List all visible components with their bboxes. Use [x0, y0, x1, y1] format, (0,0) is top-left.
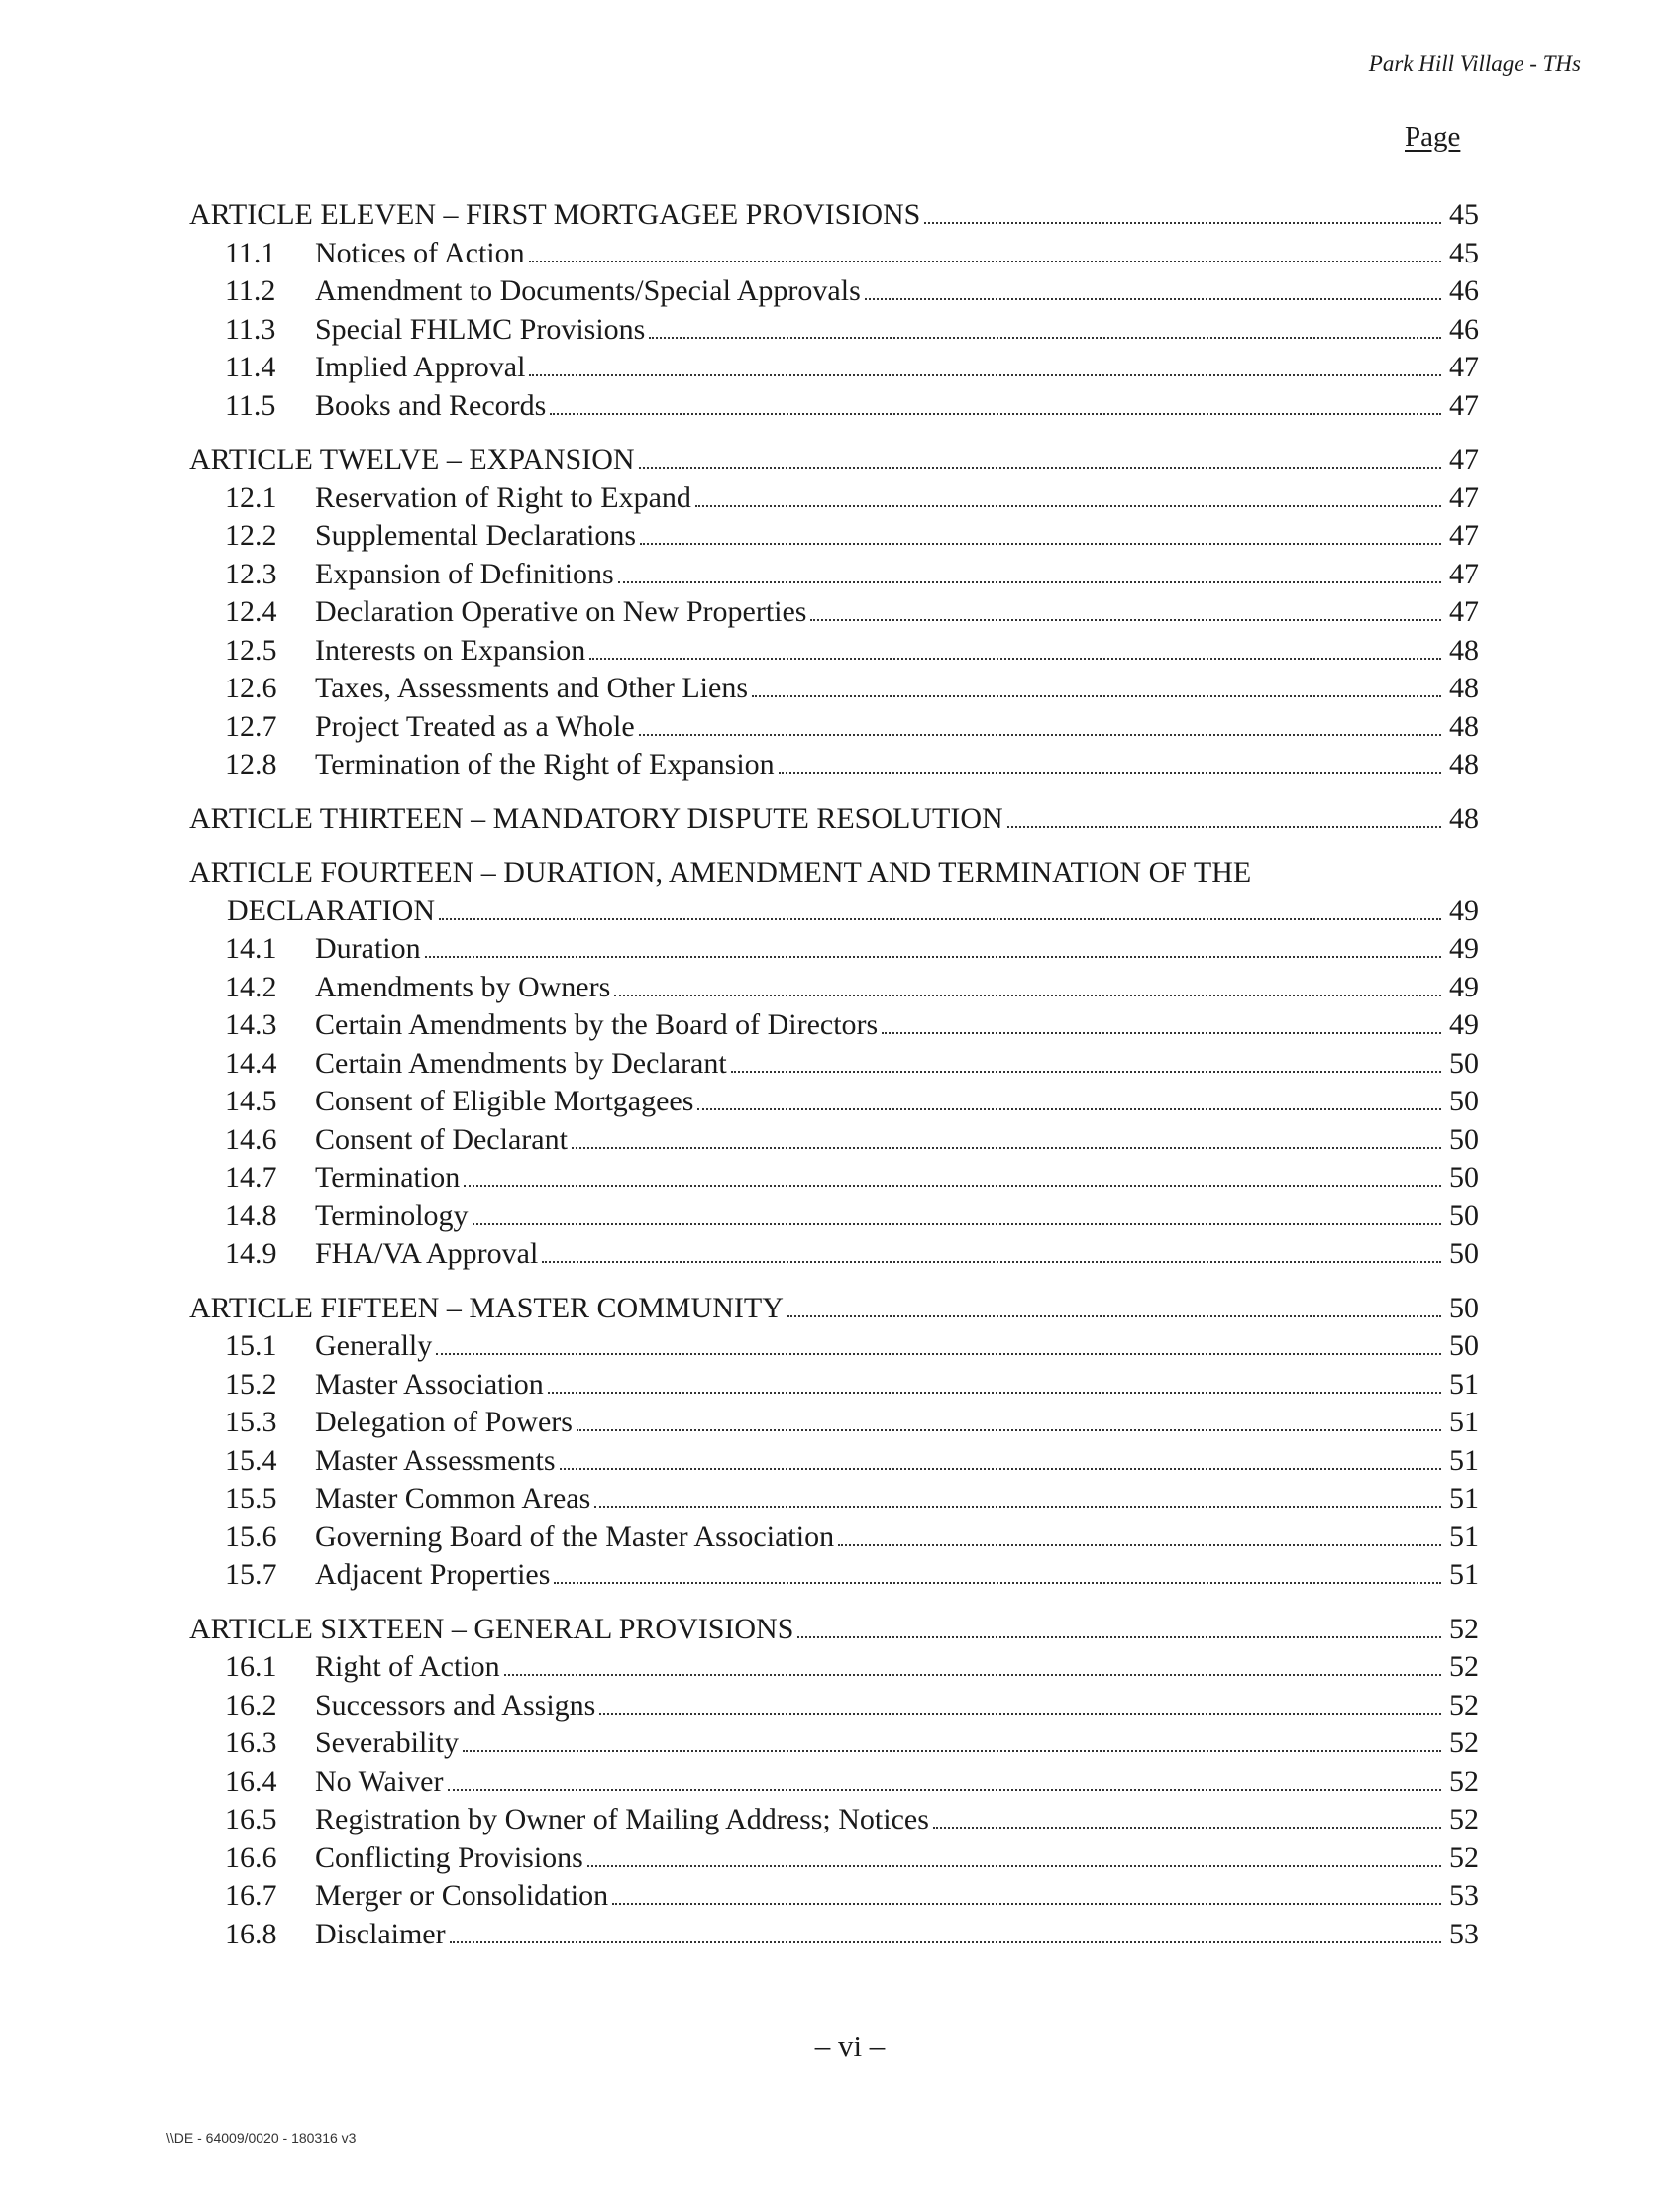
- toc-page-ref: 51: [1449, 1443, 1479, 1477]
- page-column-label: Page: [1405, 121, 1461, 153]
- toc-section-title: Certain Amendments by Declarant: [315, 1046, 727, 1080]
- toc-section-title: Terminology: [315, 1199, 469, 1232]
- toc-page-ref: 51: [1449, 1558, 1479, 1591]
- dot-leader: [529, 374, 1441, 376]
- toc-section-entry: [189, 1404, 1479, 1442]
- toc-page-ref: 52: [1449, 1803, 1479, 1835]
- toc-section-entry: [189, 670, 1479, 708]
- toc-section-number: 15.3: [225, 1406, 277, 1438]
- toc-section-entry: [189, 1648, 1479, 1687]
- toc-section-number: 16.7: [225, 1879, 277, 1912]
- toc-section-title: Implied Approval: [315, 351, 526, 383]
- dot-leader: [504, 1674, 1441, 1676]
- toc-section-number: 16.1: [225, 1650, 277, 1683]
- toc-article-title: ARTICLE FOURTEEN – DURATION, AMENDMENT AND TERMINATION OF THE: [189, 856, 1252, 889]
- toc-article-block: [189, 854, 1479, 1274]
- toc-article-block: [189, 196, 1479, 425]
- toc-section-number: 15.1: [225, 1329, 277, 1362]
- toc-section-entry: [189, 593, 1479, 632]
- toc-section-title: Declaration Operative on New Properties: [315, 595, 807, 628]
- dot-leader: [436, 1353, 1441, 1355]
- toc-section-number: 15.6: [225, 1519, 277, 1553]
- dot-leader: [639, 467, 1441, 469]
- table-of-contents: [189, 196, 1479, 1969]
- dot-leader: [450, 1941, 1441, 1943]
- toc-section-entry: [189, 746, 1479, 785]
- toc-page-ref: 52: [1449, 1650, 1479, 1683]
- toc-page-ref: 50: [1449, 1046, 1479, 1080]
- toc-section-title: Consent of Declarant: [315, 1122, 568, 1156]
- toc-page-ref: 51: [1449, 1406, 1479, 1438]
- toc-section-entry: [189, 1006, 1479, 1045]
- toc-section-title: Merger or Consolidation: [315, 1879, 609, 1912]
- toc-article-block: [189, 1611, 1479, 1954]
- dot-leader: [560, 1468, 1442, 1470]
- toc-page-ref: 52: [1449, 1840, 1479, 1874]
- toc-section-title: Severability: [315, 1727, 459, 1759]
- dot-leader: [618, 581, 1441, 583]
- toc-page-ref: 47: [1449, 480, 1479, 514]
- toc-page-ref: 46: [1449, 274, 1479, 307]
- toc-section-number: 12.7: [225, 709, 277, 743]
- toc-page-ref: 48: [1449, 672, 1479, 704]
- dot-leader: [464, 1185, 1441, 1187]
- toc-section-title: Generally: [315, 1329, 433, 1362]
- toc-section-entry: [189, 235, 1479, 273]
- toc-section-title: Notices of Action: [315, 236, 525, 269]
- toc-page-ref: 47: [1449, 557, 1479, 590]
- dot-leader: [550, 413, 1441, 415]
- dot-leader: [529, 261, 1441, 262]
- dot-leader: [640, 543, 1441, 545]
- toc-section-number: 14.4: [225, 1046, 277, 1080]
- toc-page-ref: 50: [1449, 1085, 1479, 1117]
- dot-leader: [639, 734, 1441, 736]
- toc-article-title: ARTICLE FIFTEEN – MASTER COMMUNITY: [189, 1291, 784, 1324]
- toc-page-ref: 52: [1449, 1688, 1479, 1722]
- toc-section-title: No Waiver: [315, 1764, 444, 1798]
- toc-page-ref: 49: [1449, 932, 1479, 965]
- toc-section-entry: [189, 1916, 1479, 1954]
- toc-section-entry: [189, 1839, 1479, 1878]
- toc-article-heading: [189, 854, 1479, 892]
- toc-section-number: 16.6: [225, 1840, 277, 1874]
- toc-section-number: 11.2: [225, 274, 276, 307]
- toc-section-number: 15.7: [225, 1558, 277, 1591]
- toc-section-title: Project Treated as a Whole: [315, 709, 635, 743]
- dot-leader: [924, 222, 1441, 224]
- dot-leader: [865, 298, 1441, 300]
- toc-page-ref: 45: [1449, 236, 1479, 269]
- toc-section-number: 16.3: [225, 1727, 277, 1759]
- toc-section-entry: [189, 1556, 1479, 1595]
- dot-leader: [594, 1506, 1441, 1508]
- toc-section-entry: [189, 349, 1479, 387]
- toc-page-ref: 48: [1449, 633, 1479, 667]
- toc-section-title: Termination of the Right of Expansion: [315, 748, 775, 781]
- toc-section-entry: [189, 1198, 1479, 1236]
- toc-section-number: 16.2: [225, 1688, 277, 1722]
- toc-section-title: Expansion of Definitions: [315, 557, 614, 590]
- toc-section-title: Reservation of Right to Expand: [315, 480, 691, 514]
- toc-section-number: 12.1: [225, 480, 277, 514]
- document-id: \\DE - 64009/0020 - 180316 v3: [166, 2130, 357, 2146]
- toc-article-heading: [189, 441, 1479, 479]
- toc-section-entry: [189, 387, 1479, 426]
- toc-section-entry: [189, 1763, 1479, 1802]
- toc-section-number: 16.8: [225, 1917, 277, 1950]
- toc-section-title: Books and Records: [315, 388, 547, 422]
- toc-article-heading: [189, 1611, 1479, 1649]
- toc-article-title: ARTICLE SIXTEEN – GENERAL PROVISIONS: [189, 1612, 794, 1645]
- dot-leader: [731, 1071, 1441, 1073]
- dot-leader: [577, 1429, 1441, 1431]
- toc-section-entry: [189, 1121, 1479, 1160]
- toc-section-title: Conflicting Provisions: [315, 1840, 583, 1874]
- toc-section-title: Taxes, Assessments and Other Liens: [315, 672, 748, 704]
- toc-page-ref: 50: [1449, 1161, 1479, 1194]
- toc-section-title: Consent of Eligible Mortgagees: [315, 1085, 694, 1117]
- toc-section-number: 15.5: [225, 1482, 277, 1515]
- toc-section-entry: [189, 1801, 1479, 1839]
- toc-section-entry: [189, 1687, 1479, 1726]
- toc-section-entry: [189, 479, 1479, 518]
- toc-page-ref: 47: [1449, 595, 1479, 628]
- toc-page-ref: 47: [1449, 351, 1479, 383]
- toc-section-number: 14.7: [225, 1161, 277, 1194]
- toc-section-title: Certain Amendments by the Board of Directors: [315, 1008, 879, 1041]
- toc-section-title: Master Common Areas: [315, 1482, 591, 1515]
- toc-section-number: 16.5: [225, 1803, 277, 1835]
- toc-section-title: Master Assessments: [315, 1443, 556, 1477]
- toc-section-number: 14.5: [225, 1085, 277, 1117]
- dot-leader: [779, 772, 1441, 774]
- toc-article-heading: [189, 800, 1479, 839]
- toc-section-entry: [189, 1442, 1479, 1481]
- dot-leader: [548, 1392, 1441, 1394]
- toc-article-title: ARTICLE THIRTEEN – MANDATORY DISPUTE RESOLUTION: [189, 801, 1003, 835]
- toc-section-number: 14.9: [225, 1237, 277, 1270]
- dot-leader: [933, 1827, 1441, 1829]
- toc-section-entry: [189, 1480, 1479, 1518]
- toc-page-ref: 52: [1449, 1727, 1479, 1759]
- toc-section-entry: [189, 1518, 1479, 1557]
- dot-leader: [425, 956, 1441, 958]
- dot-leader: [572, 1147, 1441, 1149]
- toc-page-ref: 49: [1449, 1008, 1479, 1041]
- toc-section-number: 11.3: [225, 312, 276, 346]
- toc-section-title: Interests on Expansion: [315, 633, 586, 667]
- toc-page-ref: 51: [1449, 1367, 1479, 1401]
- toc-section-entry: [189, 556, 1479, 594]
- toc-section-entry: [189, 1235, 1479, 1274]
- dot-leader: [695, 505, 1441, 507]
- dot-leader: [697, 1108, 1441, 1110]
- toc-section-title: Disclaimer: [315, 1917, 446, 1950]
- toc-page-ref: 49: [1449, 970, 1479, 1003]
- toc-page-ref: 50: [1449, 1122, 1479, 1156]
- toc-section-title: FHA/VA Approval: [315, 1237, 539, 1270]
- toc-section-entry: [189, 1366, 1479, 1405]
- toc-section-title: Successors and Assigns: [315, 1688, 596, 1722]
- toc-section-title: Governing Board of the Master Association: [315, 1519, 835, 1553]
- toc-page-ref: 51: [1449, 1519, 1479, 1553]
- dot-leader: [554, 1582, 1441, 1584]
- toc-section-number: 16.4: [225, 1764, 277, 1798]
- toc-article-block: [189, 800, 1479, 839]
- toc-section-number: 12.8: [225, 748, 277, 781]
- toc-page-ref: 45: [1449, 198, 1479, 231]
- toc-section-number: 14.6: [225, 1122, 277, 1156]
- toc-page-ref: 50: [1449, 1237, 1479, 1270]
- toc-section-title: Amendment to Documents/Special Approvals: [315, 274, 861, 307]
- dot-leader: [1007, 826, 1441, 828]
- dot-leader: [649, 337, 1441, 339]
- toc-section-number: 11.1: [225, 236, 276, 269]
- dot-leader: [752, 695, 1441, 697]
- toc-section-number: 14.1: [225, 932, 277, 965]
- dot-leader: [587, 1865, 1441, 1867]
- toc-section-entry: [189, 708, 1479, 747]
- dot-leader: [614, 995, 1441, 996]
- toc-section-entry: [189, 1159, 1479, 1198]
- toc-section-title: Duration: [315, 932, 421, 965]
- toc-article-block: [189, 1290, 1479, 1595]
- toc-article-heading: [189, 196, 1479, 235]
- dot-leader: [797, 1636, 1441, 1638]
- toc-section-entry: [189, 632, 1479, 671]
- dot-leader: [542, 1261, 1441, 1263]
- toc-section-number: 11.4: [225, 351, 276, 383]
- toc-page-ref: 48: [1449, 801, 1479, 835]
- toc-section-entry: [189, 1725, 1479, 1763]
- dot-leader: [589, 658, 1441, 660]
- toc-section-title: Supplemental Declarations: [315, 519, 637, 552]
- toc-page-ref: 53: [1449, 1917, 1479, 1950]
- toc-section-number: 14.3: [225, 1008, 277, 1041]
- dot-leader: [439, 918, 1441, 920]
- toc-section-entry: [189, 930, 1479, 969]
- toc-section-number: 12.4: [225, 595, 277, 628]
- toc-section-number: 15.4: [225, 1443, 277, 1477]
- dot-leader: [810, 619, 1441, 621]
- toc-page-ref: 52: [1449, 1764, 1479, 1798]
- toc-page-ref: 50: [1449, 1199, 1479, 1232]
- toc-page-ref: 53: [1449, 1879, 1479, 1912]
- toc-page-ref: 50: [1449, 1329, 1479, 1362]
- toc-section-entry: [189, 1327, 1479, 1366]
- toc-section-number: 14.8: [225, 1199, 277, 1232]
- toc-section-title: Amendments by Owners: [315, 970, 611, 1003]
- toc-page-ref: 46: [1449, 312, 1479, 346]
- toc-section-entry: [189, 969, 1479, 1007]
- toc-section-entry: [189, 517, 1479, 556]
- toc-section-title: Delegation of Powers: [315, 1406, 573, 1438]
- toc-section-title: Termination: [315, 1161, 461, 1194]
- toc-page-ref: 48: [1449, 709, 1479, 743]
- toc-section-number: 12.5: [225, 633, 277, 667]
- dot-leader: [612, 1903, 1441, 1905]
- dot-leader: [788, 1315, 1441, 1317]
- page-number: – vi –: [814, 2029, 886, 2063]
- toc-section-entry: [189, 1083, 1479, 1121]
- dot-leader: [838, 1544, 1441, 1546]
- toc-section-entry: [189, 311, 1479, 350]
- toc-section-number: 12.2: [225, 519, 277, 552]
- toc-section-number: 11.5: [225, 388, 276, 422]
- toc-section-title: Right of Action: [315, 1650, 500, 1683]
- toc-article-heading: [189, 1290, 1479, 1328]
- toc-section-entry: [189, 1045, 1479, 1084]
- dot-leader: [463, 1750, 1441, 1752]
- toc-article-title: ARTICLE ELEVEN – FIRST MORTGAGEE PROVISIONS: [189, 198, 921, 231]
- toc-section-number: 12.6: [225, 672, 277, 704]
- toc-page-ref: 48: [1449, 748, 1479, 781]
- dot-leader: [448, 1789, 1442, 1791]
- dot-leader: [472, 1223, 1441, 1225]
- toc-section-entry: [189, 272, 1479, 311]
- toc-section-title: Master Association: [315, 1367, 544, 1401]
- toc-article-title: ARTICLE TWELVE – EXPANSION: [189, 443, 635, 475]
- toc-section-title: Adjacent Properties: [315, 1558, 551, 1591]
- toc-page-ref: 47: [1449, 443, 1479, 475]
- toc-page-ref: 50: [1449, 1291, 1479, 1324]
- toc-page-ref: 47: [1449, 388, 1479, 422]
- toc-section-number: 14.2: [225, 970, 277, 1003]
- toc-section-number: 12.3: [225, 557, 277, 590]
- toc-page-ref: 49: [1449, 893, 1479, 927]
- dot-leader: [882, 1032, 1441, 1034]
- toc-section-title: Registration by Owner of Mailing Address; Notices: [315, 1803, 929, 1835]
- toc-page-ref: 47: [1449, 519, 1479, 552]
- toc-article-heading-cont: [189, 892, 1479, 931]
- toc-page-ref: 52: [1449, 1612, 1479, 1645]
- toc-section-title: Special FHLMC Provisions: [315, 312, 646, 346]
- toc-section-number: 15.2: [225, 1367, 277, 1401]
- toc-article-title-cont: DECLARATION: [227, 893, 435, 927]
- toc-page-ref: 51: [1449, 1482, 1479, 1515]
- running-header: Park Hill Village - THs: [1368, 52, 1581, 76]
- dot-leader: [599, 1713, 1441, 1715]
- toc-section-entry: [189, 1877, 1479, 1916]
- toc-article-block: [189, 441, 1479, 785]
